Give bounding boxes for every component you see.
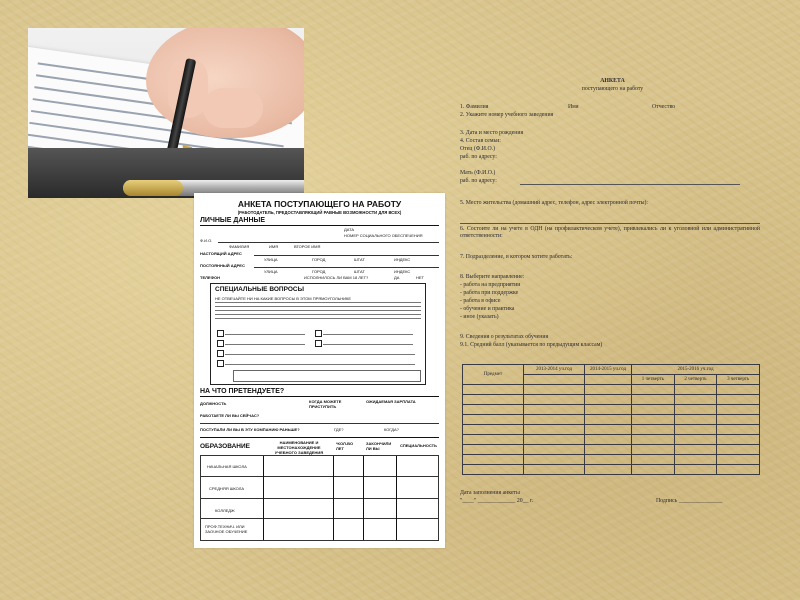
grades-head-year: 2013-2014 уч.год — [524, 365, 585, 375]
doc-line-3: 3. Дата и место рождения — [460, 130, 524, 136]
doc-line-4: 4. Состав семьи: — [460, 138, 501, 144]
form-name-col-2: ИМЯ — [269, 244, 279, 249]
form-address-col: ИНДЕКС — [394, 257, 411, 262]
form-employed-now: РАБОТАЕТЕ ЛИ ВЫ СЕЙЧАС? — [200, 413, 260, 418]
doc-row-firstname: Имя — [568, 104, 579, 110]
form-edu-table — [200, 455, 439, 541]
doc-line-9: 9. Сведения о результатах обучения — [460, 334, 549, 340]
grades-head-quarter: 3 четверть — [717, 375, 760, 385]
doc-line-2: 2. Укажите номер учебного заведения — [460, 112, 554, 118]
form-edu-col: НАИМЕНОВАНИЕ И МЕСТОНАХОЖДЕНИЕ УЧЕБНОГО ЗАВЕДЕНИЯ — [274, 440, 324, 455]
grades-head-subject: Предмет — [463, 365, 524, 385]
questionnaire-document — [460, 78, 765, 518]
form-special-box — [210, 283, 426, 385]
form-edu-row: СРЕДНЯЯ ШКОЛА — [209, 486, 245, 491]
form-permanent-address: ПОСТОЯННЫЙ АДРЕС — [200, 263, 245, 268]
grades-head-year: 2015-2016 уч.год — [632, 365, 760, 375]
doc-line-4d: Мать (Ф.И.О.) — [460, 170, 496, 176]
writing-photo — [28, 28, 304, 198]
doc-line-4e: раб. по адресу: — [460, 178, 497, 184]
doc-line-7: 7. Подразделение, в котором хотите работать: — [460, 254, 573, 260]
form-edu-row: КОЛЛЕДЖ — [215, 508, 235, 513]
grades-head-year: 2014-2015 уч.год — [585, 365, 632, 375]
grades-head-quarter: 2 четверть — [674, 375, 717, 385]
doc-row-surname: 1. Фамилия — [460, 104, 489, 110]
form-when: КОГДА? — [384, 427, 399, 432]
doc-line-8-item: - работа при поддержке — [460, 290, 519, 296]
form-date-label: ДАТА — [344, 227, 355, 232]
doc-subtitle: поступающего на работу — [581, 86, 644, 92]
doc-line-8: 8. Выберите направление: — [460, 274, 525, 280]
form-edu-col: ЗАКОНЧИЛИ ЛИ ВЫ — [366, 441, 392, 451]
form-title: АНКЕТА ПОСТУПАЮЩЕГО НА РАБОТУ — [237, 199, 402, 209]
doc-line-8-item: - обучение и практика — [460, 306, 515, 312]
form-yes: ДА — [394, 275, 400, 280]
form-no: НЕТ — [416, 275, 424, 280]
form-applied-before: ПОСТУПАЛИ ЛИ ВЫ В ЭТУ КОМПАНИЮ РАНЬШЕ? — [200, 427, 300, 432]
application-form — [194, 193, 445, 548]
form-address-col: ГОРОД — [312, 257, 326, 262]
form-address-col: УЛИЦА — [264, 257, 278, 262]
form-section-education: ОБРАЗОВАНИЕ — [200, 443, 250, 450]
form-edu-col: СПЕЦИАЛЬНОСТЬ — [400, 443, 437, 448]
form-position-col: ОЖИДАЕМАЯ ЗАРПЛАТА — [366, 399, 416, 404]
doc-line-4c: раб. по адресу: — [460, 154, 497, 160]
doc-line-6: 6. Состоите ли на учете в ОДН (на профилактическом учете), привлекались ли к уголовной или административной ответственности: — [460, 226, 760, 240]
form-age-label: ИСПОЛНИЛОСЬ ЛИ ВАМ 18 ЛЕТ? — [304, 275, 369, 280]
doc-footer-left: Дата заполнения анкеты — [460, 490, 520, 496]
form-subtitle: (РАБОТОДАТЕЛЬ, ПРЕДОСТАВЛЯЮЩИЙ РАВНЫЕ ВОЗМОЖНОСТИ ДЛЯ ВСЕХ) — [237, 210, 402, 215]
doc-footer-date: "____" _____________ 20__ г. — [460, 498, 534, 504]
doc-title: АНКЕТА — [600, 78, 625, 84]
form-name-col-1: ФАМИЛИЯ — [229, 244, 250, 249]
form-where: ГДЕ? — [334, 427, 344, 432]
form-current-address: НАСТОЯЩИЙ АДРЕС — [200, 251, 242, 256]
doc-line-8-item: - работа на предприятии — [460, 282, 521, 288]
form-special-note: НЕ ОТВЕЧАЙТЕ НИ НА КАКИЕ ВОПРОСЫ В ЭТОМ ПРЯМОУГОЛЬНИКЕ — [215, 296, 352, 301]
form-address-col: УЛИЦА — [264, 269, 278, 274]
form-name-label: Ф.И.О. — [200, 238, 213, 243]
doc-line-4b: Отец (Ф.И.О.) — [460, 146, 496, 152]
doc-line-8-item: - иное (указать) — [460, 314, 499, 320]
grades-head-quarter: 1 четверть — [632, 375, 675, 385]
form-address-col: ИНДЕКС — [394, 269, 411, 274]
form-address-col: ШТАТ — [354, 257, 365, 262]
form-position-col: ДОЛЖНОСТЬ — [200, 401, 227, 406]
form-phone-label: ТЕЛЕФОН — [200, 275, 220, 280]
doc-footer-signature: Подпись _______________ — [656, 498, 723, 504]
form-position-col: КОГДА МОЖЕТЕ ПРИСТУПИТЬ — [309, 399, 342, 409]
form-name-col-3: ВТОРОЕ ИМЯ — [294, 244, 321, 249]
form-ssn-label: НОМЕР СОЦИАЛЬНОГО ОБЕСПЕЧЕНИЯ — [344, 233, 423, 238]
form-edu-col: *КОЛ-ВО ЛЕТ — [336, 441, 354, 451]
form-section-special: СПЕЦИАЛЬНЫЕ ВОПРОСЫ — [215, 286, 304, 293]
doc-line-5: 5. Место жительства (домашний адрес, телефон, адрес электронной почты): — [460, 200, 649, 206]
doc-line-9-1: 9.1. Средний балл (указывается по предыдущим классам) — [460, 342, 603, 348]
form-section-personal: ЛИЧНЫЕ ДАННЫЕ — [200, 217, 266, 224]
form-section-position: НА ЧТО ПРЕТЕНДУЕТЕ? — [200, 388, 285, 395]
form-address-col: ГОРОД — [312, 269, 326, 274]
form-edu-row: НАЧАЛЬНАЯ ШКОЛА — [207, 464, 247, 469]
doc-line-8-item: - работа в офисе — [460, 298, 501, 304]
grades-table — [462, 364, 760, 475]
doc-row-patronymic: Отчество — [652, 104, 676, 110]
form-edu-row: ПРОФ.ТЕХНИЧ. ИЛИ ЗАОЧНОЕ ОБУЧЕНИЕ — [205, 524, 248, 534]
form-address-col: ШТАТ — [354, 269, 365, 274]
